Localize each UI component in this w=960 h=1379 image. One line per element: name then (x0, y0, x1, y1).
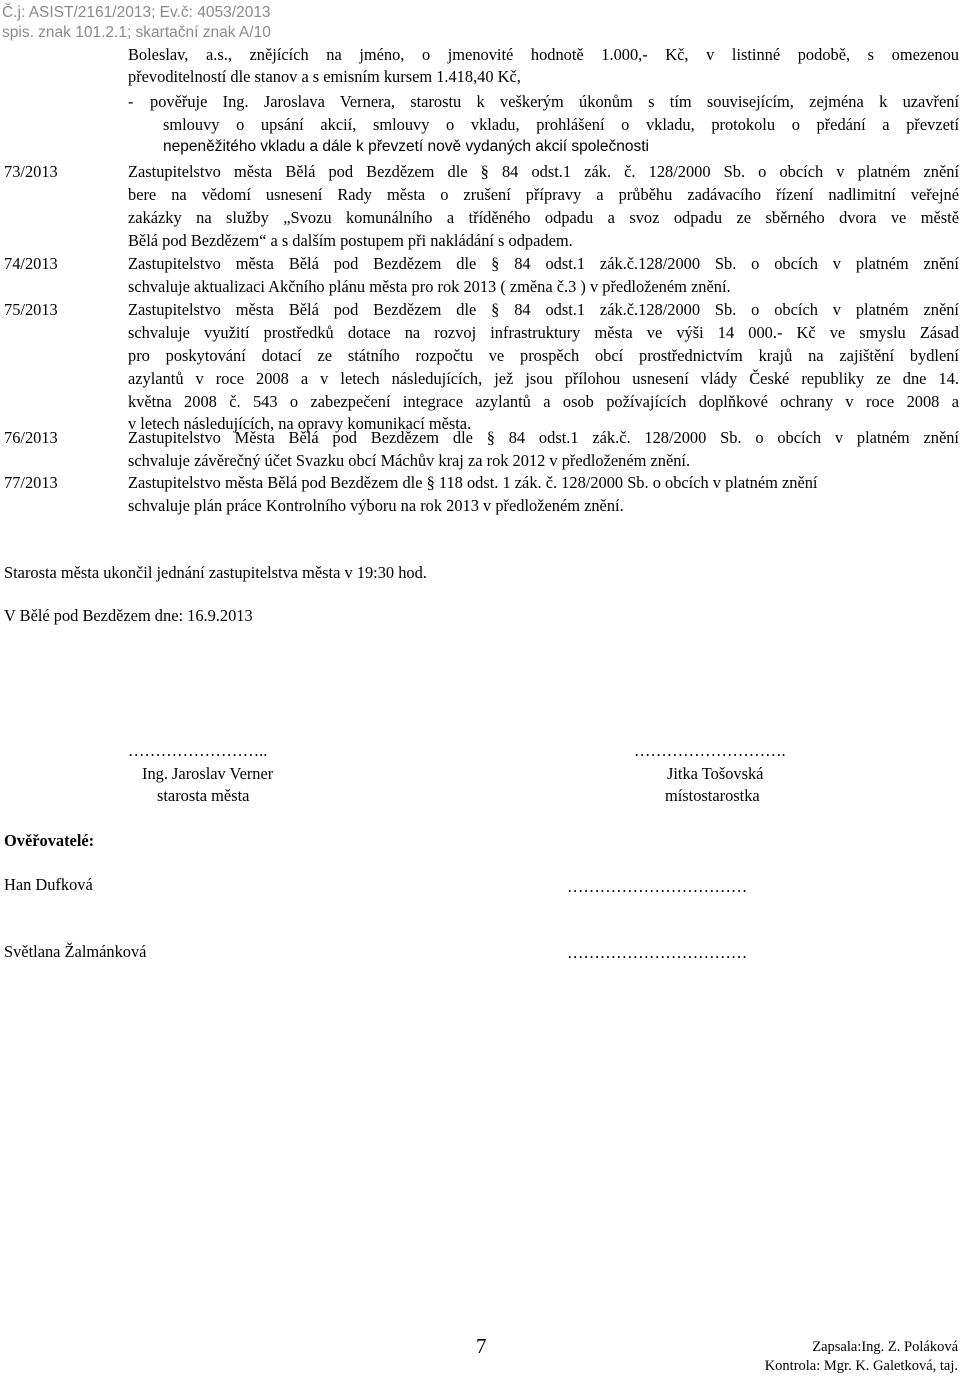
resolution-line: května 2008 č. 543 o zabezpečení integrace azylantů a osob požívajících doplňkové ochrany v roce 2008 a (128, 392, 959, 411)
resolution-line: Zastupitelstvo města Bělá pod Bezdězem dle § 84 odst.1 zák.č.128/2000 Sb. o obcích v platném znění (128, 300, 959, 319)
recorded-by: Zapsala:Ing. Z. Poláková (812, 1339, 958, 1355)
resolution-line: schvaluje plán práce Kontrolního výboru na rok 2013 v předloženém znění. (128, 496, 624, 515)
resolution-number: 74/2013 (4, 254, 58, 273)
resolution-number: 77/2013 (4, 473, 58, 492)
resolution-line: Zastupitelstvo Města Bělá pod Bezdězem dle § 84 odst.1 zák.č. 128/2000 Sb. o obcích v platném znění (128, 428, 959, 447)
checked-by: Kontrola: Mgr. K. Galetková, taj. (764, 1358, 958, 1374)
left-signature-line: …………………….. (128, 741, 268, 760)
resolution-line: azylantů v roce 2008 a v letech následujících, jež jsou přílohou usnesení vlády České republiky ze dne 14. (128, 369, 959, 388)
resolution-line: v letech následujících, na opravy komunikací města. (128, 414, 472, 433)
resolution-line: Zastupitelstvo města Bělá pod Bezdězem dle § 84 odst.1 zák.č.128/2000 Sb. o obcích v platném znění (128, 254, 959, 273)
right-signatory-role: místostarostka (665, 786, 760, 805)
verifier-name: Han Dufková (4, 875, 93, 894)
intro-line-1: Boleslav, a.s., znějících na jméno, o jmenovité hodnotě 1.000,- Kč, v listinné podobě, s omezenou (128, 45, 959, 64)
document-reference-number: Č.j: ASIST/2161/2013; Ev.č: 4053/2013 (2, 4, 271, 21)
filing-mark: spis. znak 101.2.1; skartační znak A/10 (2, 24, 271, 41)
resolution-line: Zastupitelstvo města Bělá pod Bezdězem dle § 118 odst. 1 zák. č. 128/2000 Sb. o obcích v platném znění (128, 473, 818, 492)
intro-line-4: smlouvy o upsání akcií, smlouvy o vkladu, prohlášení o vkladu, protokolu o předání a převzetí (163, 115, 959, 134)
intro-line-3: pověřuje Ing. Jaroslava Vernera, starostu k veškerým úkonům s tím souvisejícím, zejména k uzavření (150, 92, 959, 111)
intro-line-5: nepeněžitého vkladu a dále k převzetí nově vydaných akcií společnosti (163, 138, 649, 155)
verifier-name: Světlana Žalmánková (4, 942, 147, 961)
resolution-line: Bělá pod Bezdězem“ a s dalším postupem při nakládání s odpadem. (128, 231, 573, 250)
left-signatory-name: Ing. Jaroslav Verner (142, 764, 274, 783)
resolution-line: pro poskytování dotací ze státního rozpočtu ve prospěch obcí prostřednictvím krajů na zajištění bydlení (128, 346, 959, 365)
resolution-line: schvaluje závěrečný účet Svazku obcí Máchův kraj za rok 2012 v předloženém znění. (128, 451, 691, 470)
resolution-number: 76/2013 (4, 428, 58, 447)
resolution-line: schvaluje využití prostředků dotace na rozvoj infrastruktury města ve výši 14 000.- Kč ve smyslu Zásad (128, 323, 959, 342)
verifier-signature-line: …………………………… (567, 877, 748, 896)
right-signatory-name: Jitka Tošovská (667, 764, 764, 783)
resolution-number: 73/2013 (4, 162, 58, 181)
right-signature-line: ………………………. (634, 741, 786, 760)
intro-line-2: převoditelností dle stanov a s emisním kursem 1.418,40 Kč, (128, 67, 521, 86)
place-and-date: V Bělé pod Bezdězem dne: 16.9.2013 (4, 606, 253, 625)
resolution-number: 75/2013 (4, 300, 58, 319)
resolution-line: zakázky na služby „Svozu komunálního a tříděného odpadu a svoz odpadu ze sběrného dvora ve městě (128, 208, 959, 227)
resolution-line: bere na vědomí usnesení Rady města o zrušení přípravy a průběhu zadávacího řízení nadlimitní veřejné (128, 185, 959, 204)
resolution-line: Zastupitelstvo města Bělá pod Bezdězem dle § 84 odst.1 zák. č. 128/2000 Sb. o obcích v platném znění (128, 162, 959, 181)
intro-dash: - (128, 92, 134, 111)
resolution-line: schvaluje aktualizaci Akčního plánu města pro rok 2013 ( změna č.3 ) v předloženém znění. (128, 277, 731, 296)
verifiers-heading: Ověřovatelé: (4, 831, 95, 850)
meeting-end-note: Starosta města ukončil jednání zastupitelstva města v 19:30 hod. (4, 563, 427, 582)
verifier-signature-line: …………………………… (567, 943, 748, 962)
left-signatory-role: starosta města (157, 786, 250, 805)
page-number: 7 (476, 1334, 487, 1358)
